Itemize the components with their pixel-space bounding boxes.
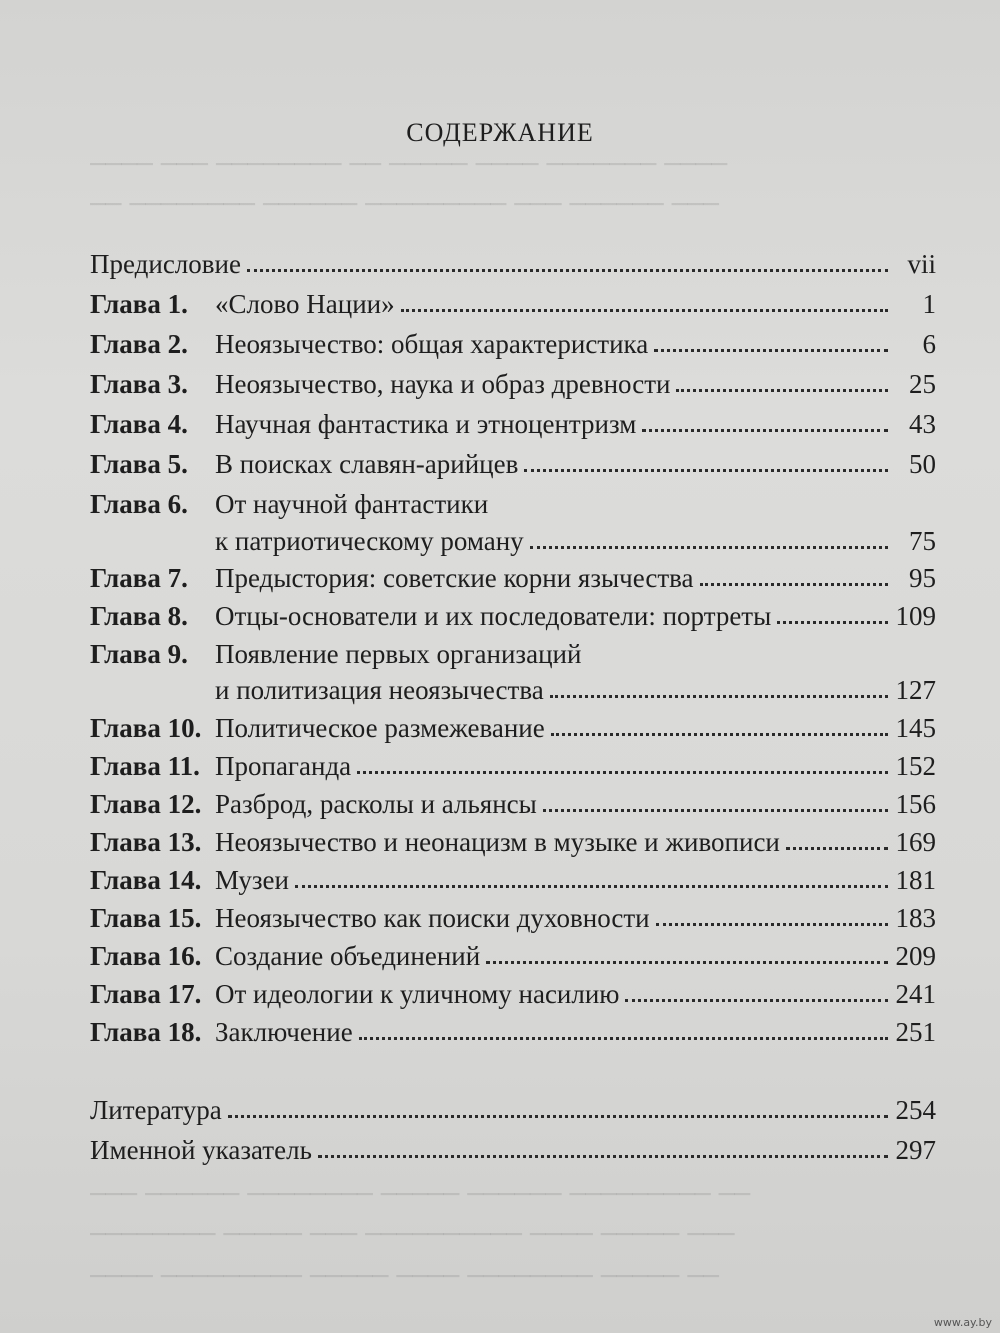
- toc-entry-chapter: [90, 706, 936, 744]
- chapter-label: Глава 1.: [90, 289, 188, 319]
- chapter-label: Глава 10.: [90, 713, 202, 743]
- entry-text: Именной указатель: [90, 1135, 312, 1165]
- dot-leader: [318, 1155, 888, 1158]
- chapter-title: Неоязычество и неонацизм в музыке и живописи: [215, 827, 780, 857]
- chapter-title: Неоязычество: общая характеристика: [215, 329, 649, 359]
- toc-entry-chapter: [90, 820, 936, 858]
- watermark: www.ay.by: [933, 1316, 992, 1329]
- dot-leader: [357, 771, 887, 774]
- toc-entry-chapter: [90, 896, 936, 934]
- entry-page: 43: [909, 409, 936, 439]
- chapter-title: Создание объединений: [215, 941, 481, 971]
- entry-page: 297: [895, 1135, 936, 1165]
- show-through-texture: ──── ─── ──────── ── ───── ──── ─────── ────: [90, 150, 728, 180]
- chapter-title: Отцы-основатели и их последователи: портреты: [215, 601, 772, 631]
- entry-page: 181: [895, 865, 936, 895]
- entry-page: 25: [909, 369, 936, 399]
- toc-entry-literature: [90, 1088, 936, 1126]
- dot-leader: [543, 809, 888, 812]
- dot-leader: [486, 961, 887, 964]
- entry-page: 241: [895, 979, 936, 1009]
- toc-entry-preface: [90, 242, 936, 280]
- toc-entry-index: [90, 1128, 936, 1166]
- chapter-label: Глава 2.: [90, 329, 188, 359]
- dot-leader: [777, 621, 887, 624]
- toc-entry-chapter: [90, 744, 936, 782]
- toc-entry-chapter: [90, 934, 936, 972]
- chapter-label: Глава 5.: [90, 449, 188, 479]
- dot-leader: [654, 349, 888, 352]
- show-through-texture: ──────── ───── ─── ────────── ──── ───── ───: [90, 1220, 735, 1250]
- toc-entry-continuation: [215, 519, 936, 557]
- chapter-title: Разброд, расколы и альянсы: [215, 789, 537, 819]
- entry-page: 156: [895, 789, 936, 819]
- toc-title: СОДЕРЖАНИЕ: [406, 118, 594, 147]
- dot-leader: [359, 1037, 888, 1040]
- chapter-label: Глава 6.: [90, 489, 188, 519]
- entry-page: 145: [895, 713, 936, 743]
- toc-entry-chapter: [90, 402, 936, 440]
- entry-page: 169: [895, 827, 936, 857]
- dot-leader: [530, 546, 888, 549]
- entry-page: 127: [895, 675, 936, 705]
- chapter-title: Неоязычество, наука и образ древности: [215, 369, 671, 399]
- chapter-label: Глава 7.: [90, 563, 188, 593]
- dot-leader: [401, 309, 888, 312]
- entry-page: 95: [909, 563, 936, 593]
- show-through-texture: ── ──────── ────── ───────── ─── ────── ───: [90, 190, 719, 220]
- entry-page: 1: [922, 289, 936, 319]
- dot-leader: [642, 429, 888, 432]
- chapter-label: Глава 18.: [90, 1017, 202, 1047]
- toc-entry-chapter: [90, 282, 936, 320]
- toc-entry-chapter: [90, 782, 936, 820]
- entry-text: Литература: [90, 1095, 222, 1125]
- chapter-title-line2: к патриотическому роману: [215, 526, 524, 556]
- chapter-label: Глава 16.: [90, 941, 202, 971]
- dot-leader: [247, 269, 888, 272]
- dot-leader: [524, 469, 888, 472]
- show-through-texture: ──── ───────── ───── ──── ──────── ───── ──: [90, 1262, 719, 1292]
- chapter-label: Глава 12.: [90, 789, 202, 819]
- chapter-label: Глава 4.: [90, 409, 188, 439]
- chapter-label: Глава 3.: [90, 369, 188, 399]
- chapter-title: В поисках славян-арийцев: [215, 449, 519, 479]
- toc-entry-chapter: [90, 632, 936, 670]
- entry-page: 183: [895, 903, 936, 933]
- entry-page: 6: [922, 329, 936, 359]
- entry-page: 209: [895, 941, 936, 971]
- chapter-label: Глава 14.: [90, 865, 202, 895]
- chapter-label: Глава 9.: [90, 639, 188, 669]
- toc-entry-chapter: [90, 972, 936, 1010]
- toc-entry-chapter: [90, 362, 936, 400]
- chapter-label: Глава 17.: [90, 979, 202, 1009]
- chapter-label: Глава 15.: [90, 903, 202, 933]
- chapter-title: Пропаганда: [215, 751, 352, 781]
- toc-entry-chapter: [90, 482, 936, 520]
- toc-entry-chapter: [90, 594, 936, 632]
- chapter-title: Научная фантастика и этноцентризм: [215, 409, 637, 439]
- dot-leader: [295, 885, 888, 888]
- toc-entry-chapter: [90, 858, 936, 896]
- chapter-title: Неоязычество как поиски духовности: [215, 903, 650, 933]
- show-through-texture: ─── ────── ──────── ───── ────── ───────── ──: [90, 1180, 751, 1210]
- chapter-title: Предыстория: советские корни язычества: [215, 563, 694, 593]
- chapter-title: Заключение: [215, 1017, 353, 1047]
- entry-page: 75: [909, 526, 936, 556]
- chapter-label: Глава 11.: [90, 751, 200, 781]
- entry-page: 50: [909, 449, 936, 479]
- dot-leader: [786, 847, 888, 850]
- chapter-title: Политическое размежевание: [215, 713, 545, 743]
- dot-leader: [676, 389, 888, 392]
- chapter-title: «Слово Нации»: [215, 289, 395, 319]
- chapter-title: Музеи: [215, 865, 289, 895]
- dot-leader: [550, 695, 888, 698]
- entry-page: 109: [895, 601, 936, 631]
- dot-leader: [700, 583, 888, 586]
- chapter-label: Глава 13.: [90, 827, 202, 857]
- dot-leader: [228, 1115, 888, 1118]
- dot-leader: [656, 923, 888, 926]
- toc-entry-continuation: [215, 668, 936, 706]
- entry-text: Предисловие: [90, 249, 241, 279]
- entry-page: 254: [895, 1095, 936, 1125]
- toc-entry-chapter: [90, 322, 936, 360]
- entry-page: 152: [895, 751, 936, 781]
- chapter-title: От идеологии к уличному насилию: [215, 979, 620, 1009]
- dot-leader: [625, 999, 887, 1002]
- entry-page: vii: [907, 249, 936, 279]
- chapter-title-line2: и политизация неоязычества: [215, 675, 544, 705]
- toc-entry-chapter: [90, 1010, 936, 1048]
- toc-entry-chapter: [90, 442, 936, 480]
- chapter-title: Появление первых организаций: [215, 639, 582, 669]
- entry-page: 251: [895, 1017, 936, 1047]
- dot-leader: [551, 733, 888, 736]
- chapter-label: Глава 8.: [90, 601, 188, 631]
- chapter-title: От научной фантастики: [215, 489, 489, 519]
- toc-entry-chapter: [90, 556, 936, 594]
